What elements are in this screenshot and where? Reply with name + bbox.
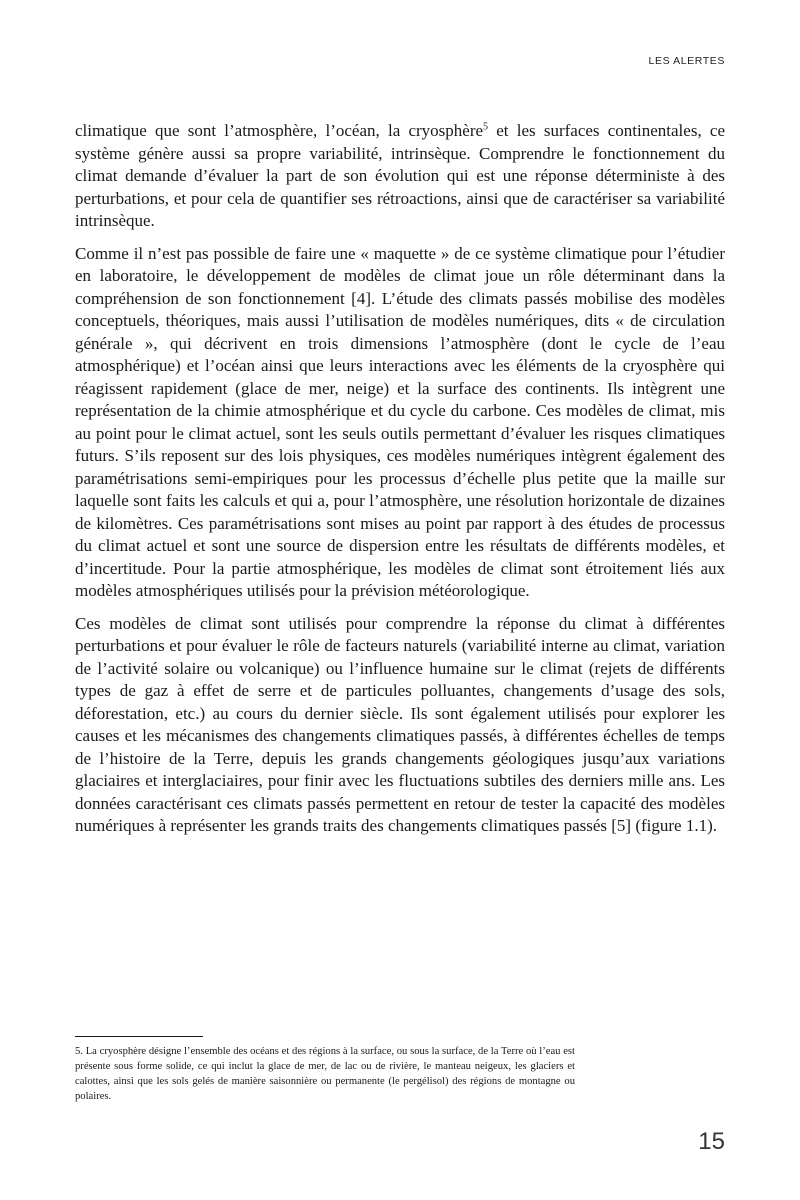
paragraph-3: Ces modèles de climat sont utilisés pour comprendre la réponse du climat à différentes perturbations et pour évaluer le rôle de facteurs naturels (variabilité interne au climat, variation de l’activité solaire ou volcanique) ou l’influence humaine sur le climat (rejets de différents types de gaz à effet de serre et de particules polluantes, changements d’usage des sols, déforestation, etc.) au cours du dernier siècle. Ils sont également utilisés pour explorer les causes et les mécanismes des changements climatiques passés, à différentes échelles de temps de l’histoire de la Terre, depuis les grands changements géologiques jusqu’aux variations glaciaires et interglaciaires, pour finir avec les fluctuations subtiles des derniers mille ans. Les données caractérisant ces climats passés permettent en retour de tester la capacité des modèles numériques à représenter les grands traits des changements climatiques passés [5] (figure 1.1). xyxy=(75,613,725,835)
footnote-reference: 5 xyxy=(483,121,489,133)
running-head: LES ALERTES xyxy=(648,55,725,67)
paragraph-2: Comme il n’est pas possible de faire une « maquette » de ce système climatique pour l’étudier en laboratoire, le développement de modèles de climat joue un rôle déterminant dans la compréhension de son fonctionnement [4]. L’étude des climats passés mobilise des modèles conceptuels, théoriques, mais aussi l’utilisation de modèles numériques, dits « de circulation générale », qui décrivent en trois dimensions l’atmosphère (dont le cycle de l’eau atmosphérique) et l’océan ainsi que leurs interactions avec les éléments de la cryosphère qui réagissent rapidement (glace de mer, neige) et la surface des continents. Ils intègrent une représentation de la chimie atmosphérique et du cycle du carbone. Ces modèles de climat, mis au point pour le climat actuel, sont les seuls outils permettant d’évaluer les risques climatiques futurs. S’ils reposent sur des lois physiques, ces modèles numériques intègrent également des paramétrisations semi-empiriques pour les processus d’échelle plus petite que la maille sur laquelle sont faits les calculs et qui a, pour l’atmosphère, une résolution horizontale de dizaines de kilomètres. Ces paramétrisations sont mises au point par rapport à des études de processus du climat actuel et sont une source de dispersion entre les résultats de différents modèles, et d’incertitude. Pour la partie atmosphérique, les modèles de climat sont étroitement liés aux modèles atmosphériques utilisés pour la prévision météorologique. xyxy=(75,243,725,600)
footnote-divider xyxy=(75,1036,203,1037)
paragraph-1 xyxy=(75,120,725,233)
paragraph-1-end: et les surfaces continentales, ce système génère aussi sa propre variabilité, intrinsèque. Comprendre le fonctionnement du climat demande d’évaluer la part de son évolution qui est une réponse déterministe à des perturbations, et pour cela de quantifier ses rétroactions, ainsi que de caractériser sa variabilité intrinsèque. xyxy=(75,121,726,230)
paragraph-1-start: climatique que sont l’atmosphère, l’océan, la cryosphère xyxy=(75,121,484,140)
footnote: 5. La cryosphère désigne l’ensemble des océans et des régions à la surface, ou sous la surface, de la Terre où l’eau est présente sous forme solide, ce qui inclut la glace de mer, de lac ou de rivière, le manteau neigeux, les glaciers et calottes, ainsi que les sols gelés de manière saisonnière ou permanente (le pergélisol) des régions de montagne ou polaires. xyxy=(75,1046,575,1102)
page-number: 15 xyxy=(698,1128,725,1155)
body-text xyxy=(75,120,725,848)
